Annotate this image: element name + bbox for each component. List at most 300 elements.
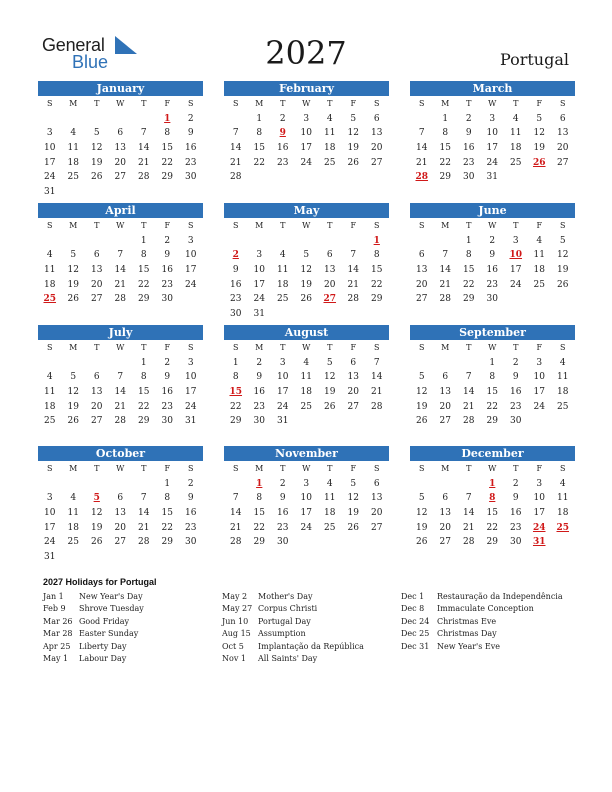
day-cell: 2 <box>164 235 171 246</box>
day-cell: 6 <box>373 478 380 489</box>
day-cell: 8 <box>164 493 171 504</box>
weekday-label: M <box>255 221 264 230</box>
holiday-row <box>401 641 563 653</box>
holiday-name: Liberty Day <box>79 641 127 651</box>
day-cell: 28 <box>371 401 383 412</box>
day-cell: 3 <box>536 357 543 368</box>
empty-cell <box>434 234 458 249</box>
day-cell: 30 <box>161 294 173 305</box>
day-cell: 25 <box>44 416 56 427</box>
day-cell: 16 <box>463 143 475 154</box>
day-cell: 30 <box>185 537 197 548</box>
weekday-label: M <box>69 464 78 473</box>
day-cell: 23 <box>230 294 242 305</box>
empty-cell <box>271 234 295 249</box>
weekday-label: S <box>419 221 425 230</box>
day-cell: 23 <box>185 522 197 533</box>
empty-cell <box>85 356 109 371</box>
day-cell: 1 <box>140 235 147 246</box>
weekday-label: S <box>374 464 380 473</box>
day-cell: 17 <box>300 508 312 519</box>
holiday-day-cell: 5 <box>93 493 100 504</box>
day-cell: 30 <box>185 172 197 183</box>
month-june <box>410 203 575 307</box>
holiday-date: Jan 1 <box>43 592 64 601</box>
weekday-label: T <box>327 221 333 230</box>
day-cell: 30 <box>510 537 522 548</box>
day-cell: 4 <box>70 128 77 139</box>
weekday-label: F <box>536 343 543 352</box>
day-cell: 16 <box>253 387 265 398</box>
day-cell: 4 <box>46 250 53 261</box>
day-cell: 2 <box>512 357 519 368</box>
day-cell: 17 <box>533 387 545 398</box>
empty-cell <box>62 356 86 371</box>
empty-cell <box>38 234 62 249</box>
day-cell: 10 <box>253 265 265 276</box>
day-cell: 4 <box>279 250 286 261</box>
weekday-label: S <box>47 343 53 352</box>
day-cell: 20 <box>371 508 383 519</box>
holiday-name: Assumption <box>258 629 306 639</box>
empty-cell <box>342 234 366 249</box>
month-february <box>224 81 389 185</box>
empty-cell <box>318 234 342 249</box>
day-cell: 16 <box>510 387 522 398</box>
day-cell: 2 <box>187 113 194 124</box>
holiday-row <box>43 591 144 603</box>
holiday-column <box>43 591 144 665</box>
weekday-label: T <box>327 99 333 108</box>
day-cell: 14 <box>439 265 451 276</box>
day-cell: 15 <box>486 508 498 519</box>
day-cell: 13 <box>416 265 428 276</box>
day-cell: 11 <box>324 128 336 139</box>
empty-cell <box>38 477 62 492</box>
day-cell: 15 <box>161 508 173 519</box>
day-cell: 2 <box>489 235 496 246</box>
holiday-day-cell: 2 <box>232 250 239 261</box>
holiday-day-cell: 31 <box>532 537 546 548</box>
day-cell: 14 <box>114 387 126 398</box>
day-cell: 21 <box>114 401 126 412</box>
holiday-row <box>43 603 144 615</box>
day-cell: 9 <box>465 128 472 139</box>
holiday-date: Dec 25 <box>401 629 430 639</box>
day-cell: 7 <box>465 493 472 504</box>
weekday-label: T <box>327 343 333 352</box>
weekday-label: S <box>188 99 194 108</box>
holidays-title: 2027 Holidays for Portugal <box>43 577 157 587</box>
day-cell: 17 <box>510 265 522 276</box>
day-cell: 30 <box>230 309 242 320</box>
day-cell: 21 <box>347 279 359 290</box>
day-cell: 3 <box>256 250 263 261</box>
day-cell: 18 <box>300 387 312 398</box>
day-cell: 1 <box>442 113 449 124</box>
day-cell: 4 <box>46 372 53 383</box>
weekday-label: W <box>302 99 311 108</box>
weekday-label: M <box>441 464 450 473</box>
holiday-day-cell: 27 <box>323 294 337 305</box>
day-cell: 14 <box>230 143 242 154</box>
weekday-label: F <box>350 343 357 352</box>
day-cell: 18 <box>324 508 336 519</box>
empty-cell <box>85 234 109 249</box>
holiday-column <box>401 591 563 653</box>
holiday-day-cell: 26 <box>532 157 546 168</box>
day-cell: 17 <box>185 387 197 398</box>
day-cell: 9 <box>164 250 171 261</box>
day-cell: 20 <box>557 143 569 154</box>
weekday-label: S <box>233 343 239 352</box>
day-cell: 26 <box>67 294 79 305</box>
day-cell: 5 <box>418 493 425 504</box>
day-cell: 31 <box>44 187 56 198</box>
day-cell: 1 <box>465 235 472 246</box>
day-cell: 7 <box>442 250 449 261</box>
month-title: January <box>38 81 203 96</box>
day-cell: 14 <box>463 508 475 519</box>
month-grid <box>38 219 203 307</box>
day-cell: 24 <box>300 157 312 168</box>
weekday-label: T <box>466 221 472 230</box>
empty-cell <box>62 112 86 127</box>
day-cell: 21 <box>114 279 126 290</box>
day-cell: 27 <box>416 294 428 305</box>
day-cell: 29 <box>463 294 475 305</box>
day-cell: 18 <box>67 157 79 168</box>
day-cell: 30 <box>161 416 173 427</box>
day-cell: 2 <box>187 478 194 489</box>
day-cell: 17 <box>277 387 289 398</box>
weekday-label: T <box>513 99 519 108</box>
day-cell: 29 <box>230 416 242 427</box>
day-cell: 20 <box>416 279 428 290</box>
month-title: August <box>224 325 389 340</box>
empty-cell <box>248 234 272 249</box>
day-cell: 20 <box>114 522 126 533</box>
day-cell: 3 <box>303 478 310 489</box>
day-cell: 29 <box>253 537 265 548</box>
day-cell: 25 <box>510 157 522 168</box>
holiday-row <box>401 628 563 640</box>
weekday-label: S <box>560 464 566 473</box>
holiday-day-cell: 9 <box>279 128 286 139</box>
day-cell: 19 <box>557 265 569 276</box>
day-cell: 22 <box>161 157 173 168</box>
month-may <box>224 203 389 322</box>
weekday-label: T <box>280 99 286 108</box>
weekday-label: M <box>441 343 450 352</box>
empty-cell <box>85 112 109 127</box>
holiday-name: Good Friday <box>79 616 130 626</box>
day-cell: 21 <box>463 401 475 412</box>
holiday-row <box>222 616 364 628</box>
day-cell: 15 <box>138 265 150 276</box>
day-cell: 22 <box>138 279 150 290</box>
day-cell: 11 <box>533 250 545 261</box>
day-cell: 28 <box>230 172 242 183</box>
day-cell: 30 <box>253 416 265 427</box>
day-cell: 15 <box>253 508 265 519</box>
day-cell: 29 <box>486 537 498 548</box>
day-cell: 8 <box>465 250 472 261</box>
day-cell: 30 <box>486 294 498 305</box>
day-cell: 4 <box>303 357 310 368</box>
day-cell: 27 <box>114 537 126 548</box>
day-cell: 19 <box>533 143 545 154</box>
day-cell: 13 <box>91 265 103 276</box>
month-grid <box>38 462 203 565</box>
day-cell: 28 <box>439 294 451 305</box>
day-cell: 4 <box>512 113 519 124</box>
holiday-name: Easter Sunday <box>79 629 139 639</box>
day-cell: 4 <box>70 493 77 504</box>
day-cell: 24 <box>486 157 498 168</box>
weekday-label: S <box>233 221 239 230</box>
month-grid <box>38 341 203 429</box>
day-cell: 20 <box>91 401 103 412</box>
day-cell: 18 <box>277 279 289 290</box>
weekday-label: T <box>94 221 100 230</box>
day-cell: 19 <box>324 387 336 398</box>
day-cell: 29 <box>138 416 150 427</box>
day-cell: 9 <box>187 128 194 139</box>
holiday-date: Oct 5 <box>222 641 244 651</box>
calendar-year: 2027 <box>265 34 347 72</box>
empty-cell <box>62 234 86 249</box>
day-cell: 17 <box>486 143 498 154</box>
day-cell: 21 <box>138 157 150 168</box>
day-cell: 22 <box>463 279 475 290</box>
holiday-date: Apr 25 <box>43 641 71 651</box>
holiday-name: New Year's Eve <box>437 641 500 651</box>
day-cell: 29 <box>161 537 173 548</box>
month-august <box>224 325 389 429</box>
day-cell: 14 <box>138 508 150 519</box>
day-cell: 20 <box>439 401 451 412</box>
day-cell: 26 <box>91 172 103 183</box>
day-cell: 30 <box>277 537 289 548</box>
month-april <box>38 203 203 307</box>
month-september <box>410 325 575 429</box>
month-title: March <box>410 81 575 96</box>
weekday-label: T <box>466 343 472 352</box>
day-cell: 1 <box>232 357 239 368</box>
weekday-label: M <box>255 99 264 108</box>
holiday-name: Immaculate Conception <box>437 604 534 614</box>
day-cell: 29 <box>138 294 150 305</box>
day-cell: 28 <box>114 294 126 305</box>
holiday-date: Jun 10 <box>222 616 249 626</box>
weekday-label: F <box>164 343 171 352</box>
weekday-label: S <box>188 343 194 352</box>
weekday-label: T <box>327 464 333 473</box>
day-cell: 25 <box>533 279 545 290</box>
day-cell: 20 <box>324 279 336 290</box>
day-cell: 6 <box>117 128 124 139</box>
day-cell: 17 <box>44 522 56 533</box>
day-cell: 16 <box>185 508 197 519</box>
day-cell: 6 <box>559 113 566 124</box>
day-cell: 31 <box>486 172 498 183</box>
day-cell: 26 <box>347 522 359 533</box>
empty-cell <box>62 477 86 492</box>
day-cell: 10 <box>44 143 56 154</box>
weekday-label: T <box>94 99 100 108</box>
day-cell: 3 <box>512 235 519 246</box>
day-cell: 25 <box>277 294 289 305</box>
day-cell: 4 <box>559 478 566 489</box>
month-grid <box>224 219 389 322</box>
day-cell: 2 <box>279 113 286 124</box>
day-cell: 10 <box>300 128 312 139</box>
month-november <box>224 446 389 550</box>
day-cell: 29 <box>486 416 498 427</box>
day-cell: 25 <box>67 172 79 183</box>
month-grid <box>410 97 575 185</box>
holiday-date: Dec 24 <box>401 616 430 626</box>
day-cell: 24 <box>185 401 197 412</box>
day-cell: 16 <box>185 143 197 154</box>
weekday-label: F <box>536 221 543 230</box>
month-july <box>38 325 203 429</box>
weekday-label: S <box>233 464 239 473</box>
month-title: December <box>410 446 575 461</box>
day-cell: 31 <box>44 552 56 563</box>
weekday-label: S <box>419 99 425 108</box>
weekday-label: S <box>47 464 53 473</box>
weekday-label: W <box>116 99 125 108</box>
empty-cell <box>85 477 109 492</box>
holiday-date: Mar 26 <box>43 616 73 626</box>
day-cell: 2 <box>164 357 171 368</box>
day-cell: 8 <box>373 250 380 261</box>
weekday-label: T <box>280 464 286 473</box>
day-cell: 2 <box>256 357 263 368</box>
day-cell: 27 <box>91 416 103 427</box>
day-cell: 5 <box>326 357 333 368</box>
weekday-label: T <box>280 221 286 230</box>
weekday-label: F <box>164 464 171 473</box>
holiday-row <box>222 603 364 615</box>
holiday-name: Labour Day <box>79 653 127 663</box>
day-cell: 1 <box>164 478 171 489</box>
day-cell: 27 <box>439 416 451 427</box>
day-cell: 3 <box>187 357 194 368</box>
weekday-label: M <box>69 221 78 230</box>
day-cell: 5 <box>418 372 425 383</box>
day-cell: 7 <box>140 128 147 139</box>
month-january <box>38 81 203 200</box>
day-cell: 17 <box>533 508 545 519</box>
day-cell: 24 <box>44 172 56 183</box>
day-cell: 11 <box>277 265 289 276</box>
day-cell: 19 <box>347 143 359 154</box>
weekday-label: F <box>350 464 357 473</box>
weekday-label: S <box>560 99 566 108</box>
day-cell: 27 <box>439 537 451 548</box>
day-cell: 26 <box>324 401 336 412</box>
day-cell: 25 <box>324 157 336 168</box>
weekday-label: M <box>441 99 450 108</box>
month-december <box>410 446 575 550</box>
month-title: November <box>224 446 389 461</box>
holiday-row <box>43 641 144 653</box>
day-cell: 30 <box>463 172 475 183</box>
day-cell: 19 <box>416 522 428 533</box>
day-cell: 13 <box>324 265 336 276</box>
day-cell: 16 <box>161 265 173 276</box>
day-cell: 11 <box>557 493 569 504</box>
day-cell: 29 <box>371 294 383 305</box>
month-grid <box>224 462 389 550</box>
day-cell: 12 <box>91 143 103 154</box>
holiday-date: Dec 1 <box>401 592 425 601</box>
holiday-name: Mother's Day <box>258 592 313 601</box>
empty-cell <box>132 477 156 492</box>
weekday-label: M <box>69 343 78 352</box>
day-cell: 4 <box>536 235 543 246</box>
day-cell: 9 <box>489 250 496 261</box>
day-cell: 9 <box>187 493 194 504</box>
day-cell: 24 <box>277 401 289 412</box>
day-cell: 21 <box>439 279 451 290</box>
day-cell: 26 <box>91 537 103 548</box>
holiday-name: Christmas Day <box>437 629 497 639</box>
holiday-day-cell: 24 <box>532 522 546 533</box>
day-cell: 23 <box>161 279 173 290</box>
day-cell: 9 <box>512 372 519 383</box>
day-cell: 17 <box>185 265 197 276</box>
holiday-day-cell: 15 <box>229 387 243 398</box>
day-cell: 8 <box>256 493 263 504</box>
holiday-name: Christmas Eve <box>437 616 497 626</box>
weekday-label: S <box>233 99 239 108</box>
day-cell: 3 <box>46 128 53 139</box>
holiday-row <box>222 641 364 653</box>
day-cell: 19 <box>67 279 79 290</box>
holiday-name: New Year's Day <box>79 592 143 601</box>
weekday-label: F <box>350 221 357 230</box>
weekday-label: M <box>255 464 264 473</box>
day-cell: 12 <box>347 128 359 139</box>
day-cell: 10 <box>300 493 312 504</box>
day-cell: 11 <box>324 493 336 504</box>
month-grid <box>410 462 575 550</box>
day-cell: 5 <box>70 372 77 383</box>
day-cell: 13 <box>91 387 103 398</box>
weekday-label: F <box>164 221 171 230</box>
day-cell: 9 <box>232 265 239 276</box>
day-cell: 11 <box>44 387 56 398</box>
weekday-label: T <box>513 343 519 352</box>
day-cell: 9 <box>279 493 286 504</box>
day-cell: 23 <box>510 401 522 412</box>
holiday-date: Nov 1 <box>222 653 246 663</box>
day-cell: 28 <box>114 416 126 427</box>
day-cell: 24 <box>253 294 265 305</box>
day-cell: 22 <box>230 401 242 412</box>
day-cell: 4 <box>559 357 566 368</box>
day-cell: 19 <box>91 157 103 168</box>
day-cell: 14 <box>347 265 359 276</box>
empty-cell <box>109 477 133 492</box>
month-grid <box>224 97 389 185</box>
day-cell: 20 <box>371 143 383 154</box>
day-cell: 16 <box>161 387 173 398</box>
